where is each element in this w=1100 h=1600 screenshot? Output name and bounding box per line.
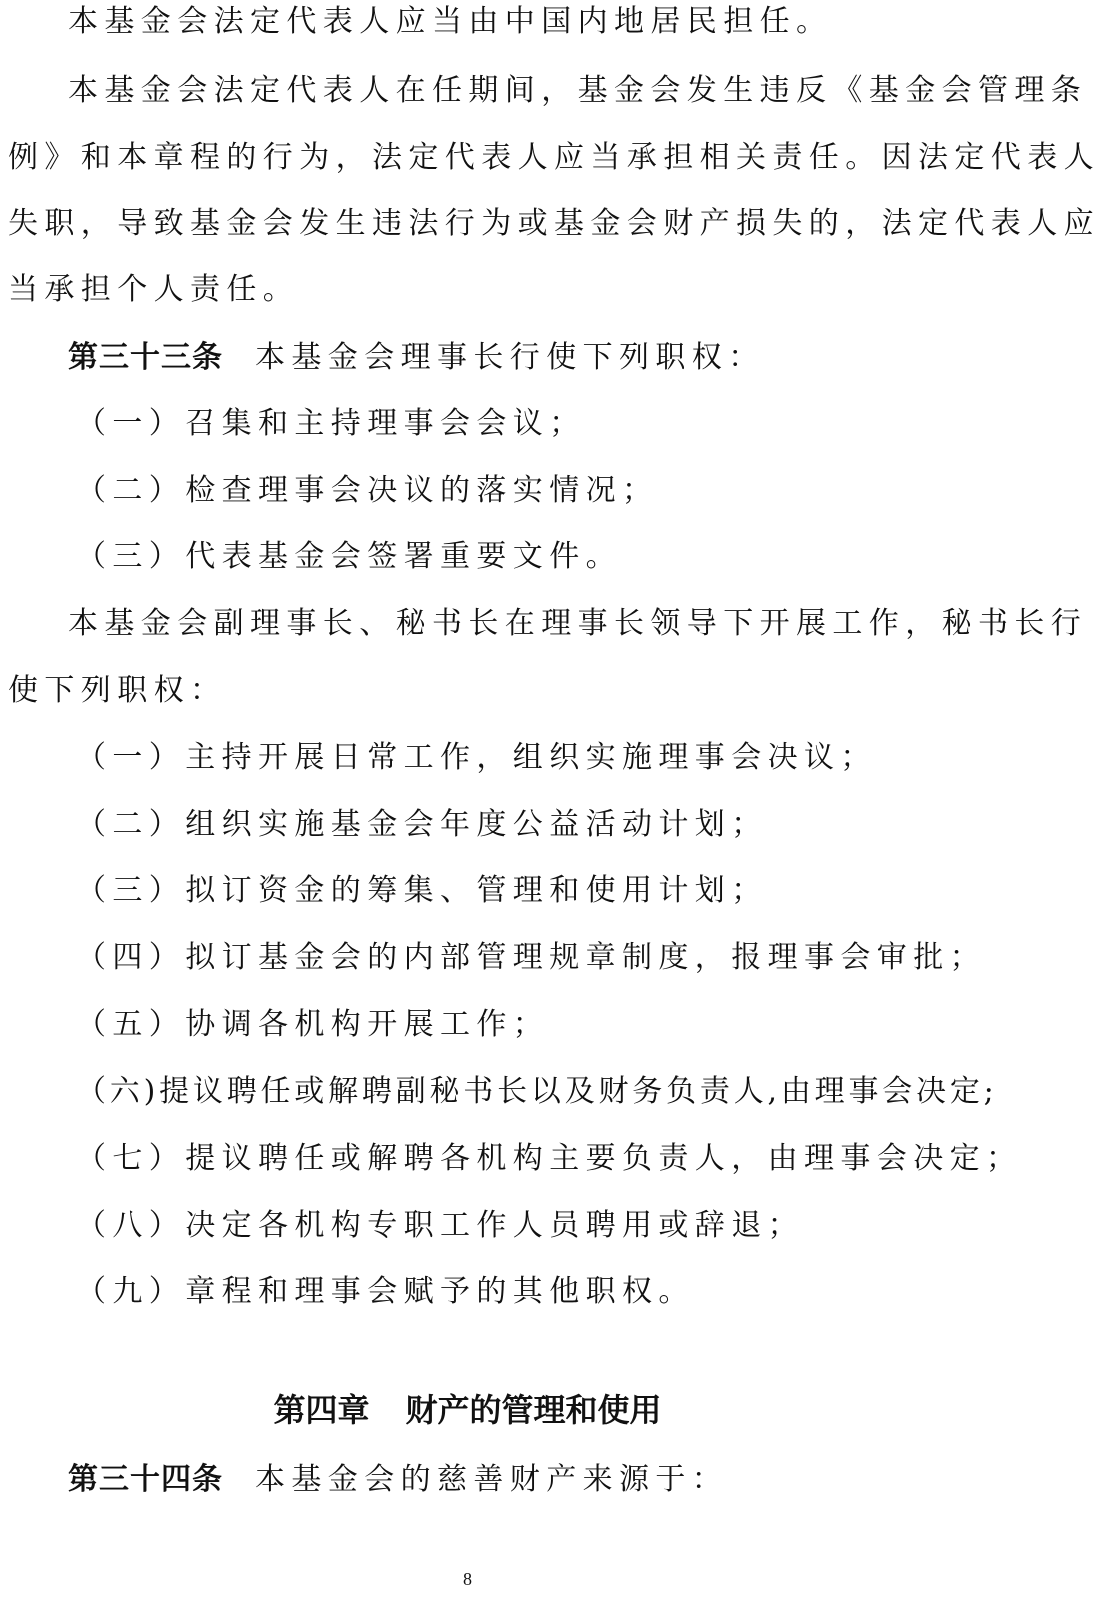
article-33-text: 本基金会理事长行使下列职权： <box>255 340 765 375</box>
list-item: （二）组织实施基金会年度公益活动计划； <box>76 807 768 842</box>
list-item: （二）检查理事会决议的落实情况； <box>76 473 659 508</box>
article-34 <box>68 1460 941 1500</box>
article-33 <box>68 338 941 378</box>
paragraph-legal-rep-liability-line-4: 当承担个人责任。 <box>8 272 300 307</box>
chapter-heading <box>0 1390 935 1430</box>
list-item: （一）召集和主持理事会会议； <box>76 406 586 441</box>
list-item: （三）代表基金会签署重要文件。 <box>76 539 622 574</box>
article-34-text: 本基金会的慈善财产来源于： <box>255 1462 729 1497</box>
paragraph-legal-rep-residency: 本基金会法定代表人应当由中国内地居民担任。 <box>68 4 833 39</box>
list-item: （八）决定各机构专职工作人员聘用或辞退； <box>76 1208 804 1243</box>
paragraph-secretary-intro-line-1: 本基金会副理事长、秘书长在理事长领导下开展工作，秘书长行 <box>68 606 1088 641</box>
list-item: （一）主持开展日常工作，组织实施理事会决议； <box>76 740 877 775</box>
paragraph-legal-rep-liability-line-2: 例》和本章程的行为，法定代表人应当承担相关责任。因法定代表人 <box>8 140 1100 175</box>
paragraph-legal-rep-liability-line-3: 失职，导致基金会发生违法行为或基金会财产损失的，法定代表人应 <box>8 206 1100 241</box>
list-item: （五）协调各机构开展工作； <box>76 1007 550 1042</box>
article-33-label: 第三十三条 <box>68 340 223 375</box>
chapter-title: 财产的管理和使用 <box>405 1391 662 1429</box>
paragraph-secretary-intro-line-2: 使下列职权： <box>8 673 227 708</box>
list-item: （四）拟订基金会的内部管理规章制度，报理事会审批； <box>76 940 986 975</box>
paragraph-legal-rep-liability-line-1: 本基金会法定代表人在任期间，基金会发生违反《基金会管理条 <box>68 73 1088 108</box>
page-number: 8 <box>463 1569 472 1589</box>
list-item: （三）拟订资金的筹集、管理和使用计划； <box>76 873 768 908</box>
article-34-label: 第三十四条 <box>68 1462 223 1497</box>
chapter-number: 第四章 <box>273 1391 370 1429</box>
list-item: （七）提议聘任或解聘各机构主要负责人，由理事会决定； <box>76 1141 1023 1176</box>
list-item: （六)提议聘任或解聘副秘书长以及财务负责人,由理事会决定; <box>76 1074 998 1109</box>
list-item: （九）章程和理事会赋予的其他职权。 <box>76 1274 695 1309</box>
